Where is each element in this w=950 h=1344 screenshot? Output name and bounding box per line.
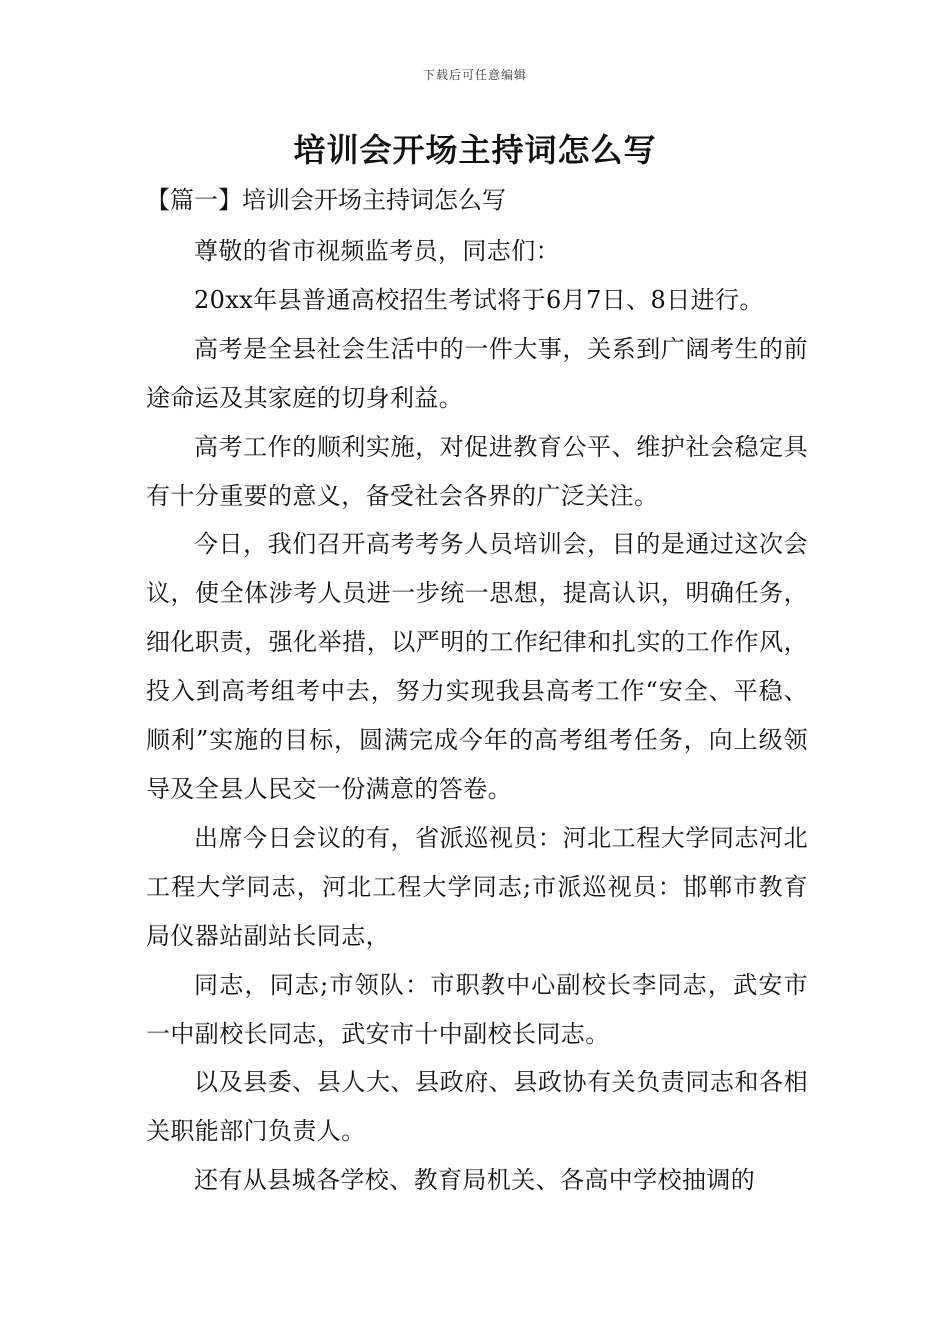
document-title: 培训会开场主持词怎么写: [293, 131, 657, 169]
section-heading: 【篇一】培训会开场主持词怎么写: [146, 186, 506, 214]
header-note: 下载后可任意编辑: [422, 68, 527, 82]
paragraph: 高考是全县社会生活中的一件大事，关系到广阔考生的前途命运及其家庭的切身利益。: [146, 334, 808, 412]
paragraph: 20xx年县普通高校招生考试将于6月7日、8日进行。: [194, 285, 764, 314]
document-body: [146, 227, 808, 1205]
paragraph: 高考工作的顺利实施，对促进教育公平、维护社会稳定具有十分重要的意义，备受社会各界的广泛关注。: [146, 432, 808, 510]
paragraph: 出席今日会议的有，省派巡视员：河北工程大学同志河北工程大学同志，河北工程大学同志;市派巡视员：邯郸市教育局仪器站副站长同志，: [146, 823, 808, 950]
paragraph: 今日，我们召开高考考务人员培训会，目的是通过这次会议，使全体涉考人员进一步统一思想，提高认识，明确任务，细化职责，强化举措，以严明的工作纪律和扎实的工作作风，投入到高考组考中去，努力实现我县高考工作“安全、平稳、顺利”实施的目标，圆满完成今年的高考组考任务，向上级领导及全县人民交一份满意的答卷。: [146, 530, 808, 803]
paragraph: 以及县委、县人大、县政府、县政协有关负责同志和各相关职能部门负责人。: [146, 1068, 808, 1146]
paragraph: 还有从县城各学校、教育局机关、各高中学校抽调的: [194, 1166, 756, 1195]
paragraph: 尊敬的省市视频监考员，同志们：: [194, 237, 560, 265]
paragraph: 同志，同志;市领队：市职教中心副校长李同志，武安市一中副校长同志，武安市十中副校长同志。: [146, 970, 808, 1048]
